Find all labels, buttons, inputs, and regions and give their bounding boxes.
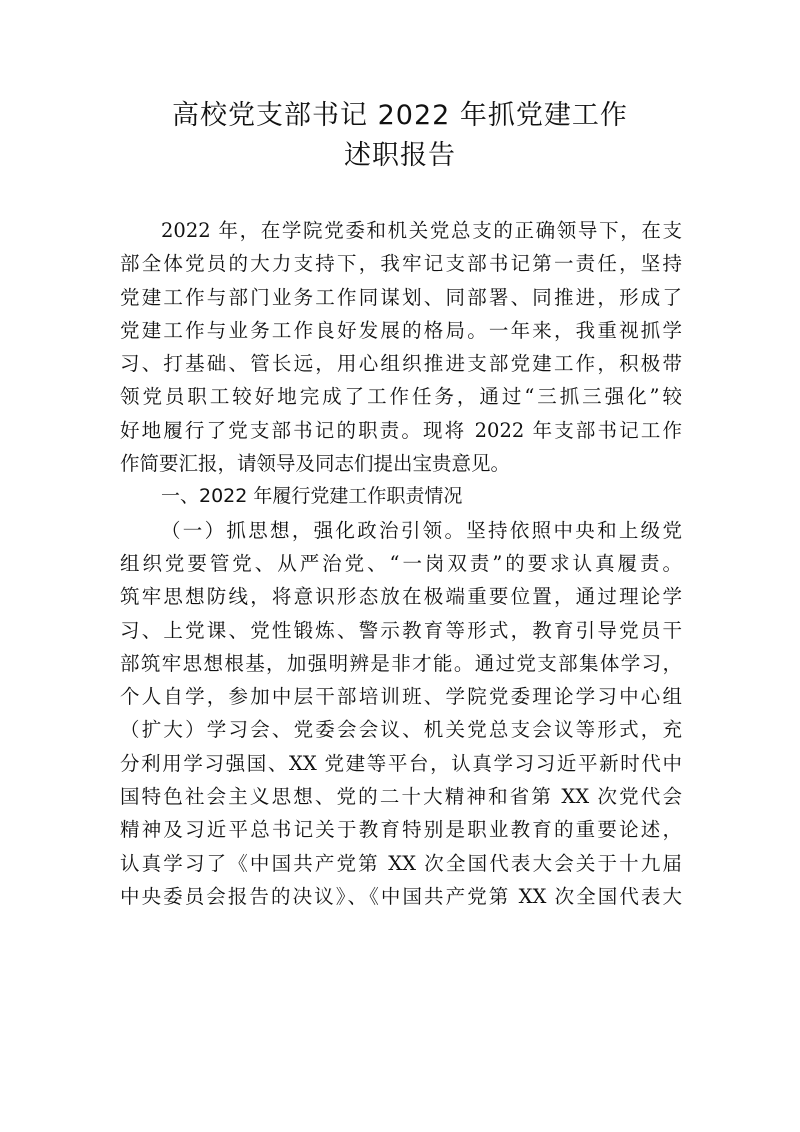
title-line-1: 高校党支部书记 2022 年抓党建工作 xyxy=(172,100,628,131)
text-line: 分利用学习强国、XX 党建等平台，认真学习习近平新时代中 xyxy=(120,751,682,775)
text-line: 认真学习了《中国共产党第 XX 次全国代表大会关于十九届 xyxy=(120,851,682,875)
text-line: 2022 年，在学院党委和机关党总支的正确领导下，在支 xyxy=(161,219,682,242)
text-line: 领党员职工较好地完成了工作任务，通过“三抓三强化”较 xyxy=(120,385,682,409)
title-line-2: 述职报告 xyxy=(344,140,456,171)
text-line: 国特色社会主义思想、党的二十大精神和省第 XX 次党代会 xyxy=(120,785,682,809)
text-line: 个人自学，参加中层干部培训班、学院党委理论学习中心组 xyxy=(120,685,682,709)
section-heading: 一、2022 年履行党建工作职责情况 xyxy=(161,485,463,508)
document-body xyxy=(120,214,682,913)
text-line: 筑牢思想防线，将意识形态放在极端重要位置，通过理论学 xyxy=(120,585,682,609)
text-line: 习、打基础、管长远，用心组织推进支部党建工作，积极带 xyxy=(120,352,682,376)
document-title xyxy=(0,96,800,176)
text-line: 部筑牢思想根基，加强明辨是非才能。通过党支部集体学习， xyxy=(120,651,682,675)
text-line: 作简要汇报，请领导及同志们提出宝贵意见。 xyxy=(120,452,511,476)
text-line: 党建工作与部门业务工作同谋划、同部署、同推进，形成了 xyxy=(120,285,682,309)
text-line: 组织党要管党、从严治党、“一岗双责”的要求认真履责。 xyxy=(120,551,682,575)
text-line: （扩大）学习会、党委会会议、机关党总支会议等形式，充 xyxy=(120,718,682,742)
text-line: 中央委员会报告的决议》、《中国共产党第 XX 次全国代表大 xyxy=(120,884,682,908)
text-line: （一）抓思想，强化政治引领。坚持依照中央和上级党 xyxy=(161,518,682,542)
text-line: 精神及习近平总书记关于教育特别是职业教育的重要论述， xyxy=(120,818,682,842)
text-line: 部全体党员的大力支持下，我牢记支部书记第一责任，坚持 xyxy=(120,252,682,276)
text-line: 习、上党课、党性锻炼、警示教育等形式，教育引导党员干 xyxy=(120,618,682,642)
text-line: 党建工作与业务工作良好发展的格局。一年来，我重视抓学 xyxy=(120,318,682,342)
text-line: 好地履行了党支部书记的职责。现将 2022 年支部书记工作 xyxy=(120,418,682,442)
